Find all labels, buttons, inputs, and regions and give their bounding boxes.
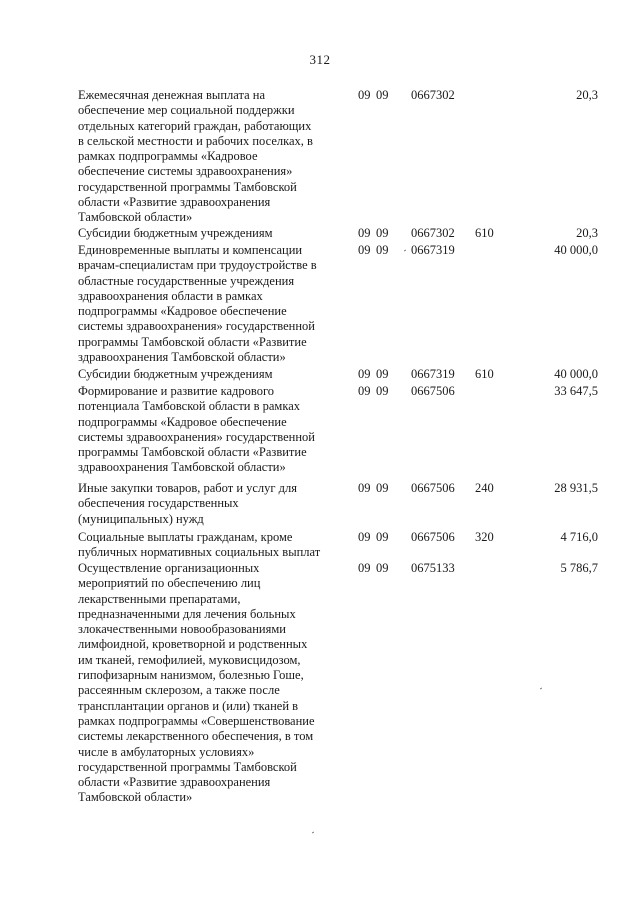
target-article-code: 0667302 <box>411 226 455 240</box>
amount: 4 716,0 <box>560 530 598 544</box>
row-description: Социальные выплаты гражданам, кроме публичных нормативных социальных выплат <box>78 530 321 560</box>
target-article-code: 0675133 <box>411 561 455 575</box>
subsection-code: 09 <box>376 481 389 495</box>
expense-type-code: 240 <box>475 481 494 495</box>
scan-speck <box>540 688 542 690</box>
expense-type-code: 610 <box>475 226 494 240</box>
amount: 33 647,5 <box>554 384 598 398</box>
amount: 20,3 <box>576 226 598 240</box>
amount: 40 000,0 <box>554 243 598 257</box>
section-code: 09 <box>358 243 371 257</box>
scan-speck <box>404 250 406 252</box>
section-code: 09 <box>358 367 371 381</box>
subsection-code: 09 <box>376 561 389 575</box>
section-code: 09 <box>358 481 371 495</box>
target-article-code: 0667506 <box>411 384 455 398</box>
section-code: 09 <box>358 530 371 544</box>
expense-type-code: 610 <box>475 367 494 381</box>
amount: 40 000,0 <box>554 367 598 381</box>
subsection-code: 09 <box>376 226 389 240</box>
amount: 5 786,7 <box>560 561 598 575</box>
row-description: Формирование и развитие кадрового потенциала Тамбовской области в рамках подпрограммы «Кадровое обеспечение системы здравоохранения» государственной программы Тамбовской области «Развитие здравоохранения Тамбовской области» <box>78 384 315 475</box>
row-description: Субсидии бюджетным учреждениям <box>78 226 273 240</box>
subsection-code: 09 <box>376 530 389 544</box>
row-description: Субсидии бюджетным учреждениям <box>78 367 273 381</box>
section-code: 09 <box>358 384 371 398</box>
target-article-code: 0667302 <box>411 88 455 102</box>
expense-type-code: 320 <box>475 530 494 544</box>
row-description: Ежемесячная денежная выплата на обеспечение мер социальной поддержки отдельных категорий граждан, работающих в сельской местности и рабочих поселках, в рамках подпрограммы «Кадровое обеспечение системы здравоохранения» государственной программы Тамбовской области «Развитие здравоохранения Тамбовской области» <box>78 88 313 225</box>
amount: 20,3 <box>576 88 598 102</box>
row-description: Иные закупки товаров, работ и услуг для обеспечения государственных (муниципальных) нужд <box>78 481 298 526</box>
target-article-code: 0667319 <box>411 243 455 257</box>
page-number: 312 <box>309 52 331 67</box>
row-description: Единовременные выплаты и компенсации врачам-специалистам при трудоустройстве в областные государственные учреждения здравоохранения области в рамках подпрограммы «Кадровое обеспечение системы здравоохранения» государственной программы Тамбовской области «Развитие здравоохранения Тамбовской области» <box>78 243 317 365</box>
row-description: Осуществление организационных мероприятий по обеспечению лиц лекарственными препаратами, предназначенными для лечения больных злокачественными новообразованиями лимфоидной, кроветворной и родственных им тканей, гемофилией, муковисцидозом, гипофизарным нанизмом, болезнью Гоше, рассеянным склерозом, а также после трансплантации органов и (или) тканей в рамках подпрограммы «Совершенствование системы лекарственного обеспечения, в том числе в амбулаторных условиях» государственной программы Тамбовской области «Развитие здравоохранения Тамбовской области» <box>78 561 315 805</box>
subsection-code: 09 <box>376 367 389 381</box>
subsection-code: 09 <box>376 384 389 398</box>
section-code: 09 <box>358 561 371 575</box>
target-article-code: 0667506 <box>411 530 455 544</box>
section-code: 09 <box>358 88 371 102</box>
target-article-code: 0667506 <box>411 481 455 495</box>
subsection-code: 09 <box>376 88 389 102</box>
scan-speck <box>312 832 314 834</box>
amount: 28 931,5 <box>554 481 598 495</box>
target-article-code: 0667319 <box>411 367 455 381</box>
section-code: 09 <box>358 226 371 240</box>
subsection-code: 09 <box>376 243 389 257</box>
